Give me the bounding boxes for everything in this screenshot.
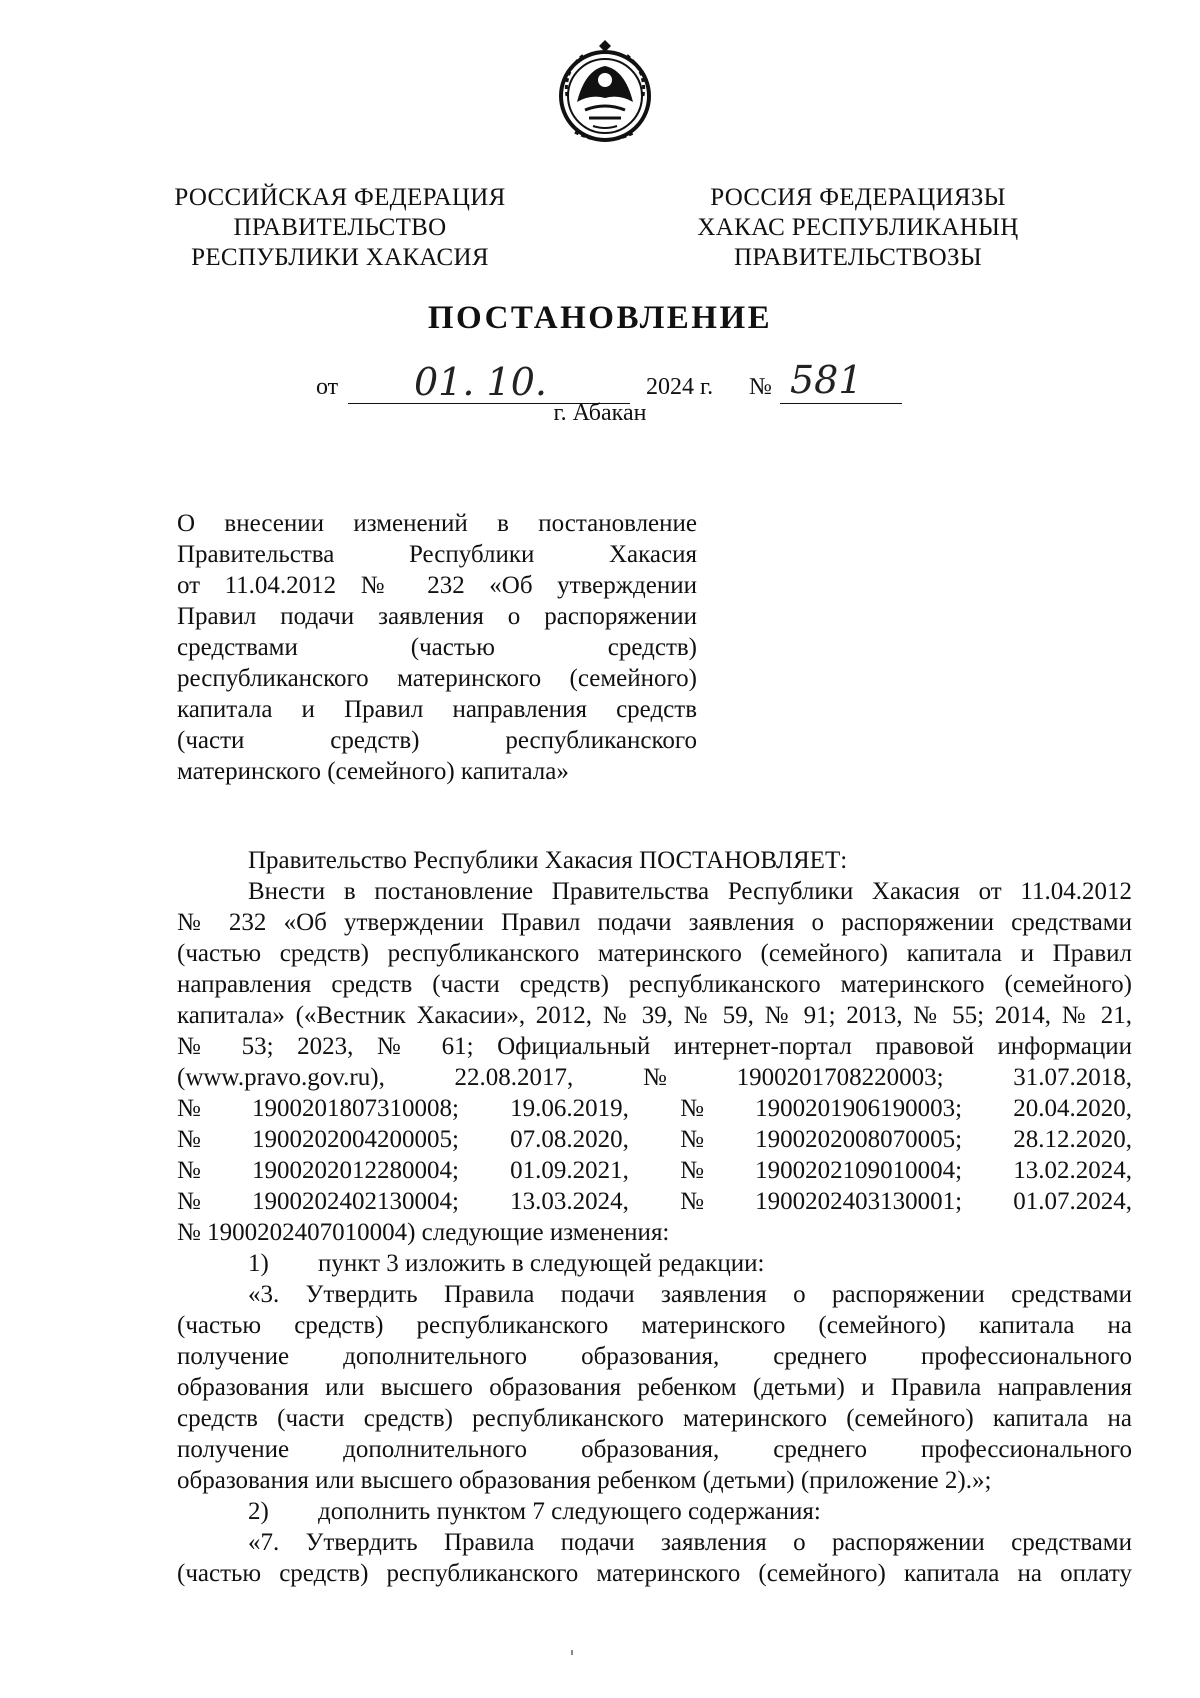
header-left-line: РОССИЙСКАЯ ФЕДЕРАЦИЯ bbox=[174, 184, 506, 211]
body-line: (частью средств) республиканского материнского (семейного) капитала на bbox=[177, 1312, 1132, 1339]
registry-row bbox=[177, 1155, 1132, 1186]
body-line: «3. Утвердить Правила подачи заявления о распоряжении средствами bbox=[248, 1281, 1132, 1308]
body-line: № 53; 2023, № 61; Официальный интернет-портал правовой информации bbox=[177, 1033, 1132, 1060]
handwritten-date: 01. 10. bbox=[414, 360, 547, 404]
year-label: 2024 г. bbox=[646, 374, 714, 400]
registry-row bbox=[177, 1062, 1132, 1093]
body-line: направления средств (части средств) республиканского материнского (семейного) bbox=[177, 971, 1132, 998]
registry-cell: (www.pravo.gov.ru), bbox=[177, 1064, 385, 1091]
body-line: капитала» («Вестник Хакасии», 2012, № 39, № 59, № 91; 2013, № 55; 2014, № 21, bbox=[177, 1002, 1132, 1029]
registry-cell: № bbox=[177, 1095, 201, 1122]
subject-line: от 11.04.2012 № 232 «Об утверждении bbox=[177, 572, 697, 599]
list-item-2 bbox=[177, 1496, 1132, 1527]
list-number: 1) bbox=[248, 1250, 269, 1277]
body-line: (частью средств) республиканского материнского (семейного) капитала и Правил bbox=[177, 940, 1132, 967]
registry-cell: 1900201906190003; bbox=[755, 1095, 963, 1122]
registry-cell: 31.07.2018, bbox=[1013, 1064, 1132, 1091]
registry-row bbox=[177, 1093, 1132, 1124]
registry-cell: № bbox=[680, 1095, 704, 1122]
list-item-1 bbox=[177, 1248, 1132, 1279]
registry-cell: 1900202109010004; bbox=[755, 1157, 963, 1184]
list-text: пункт 3 изложить в следующей редакции: bbox=[318, 1250, 765, 1277]
subject-line: Правил подачи заявления о распоряжении bbox=[177, 603, 697, 630]
subject-line: капитала и Правил направления средств bbox=[177, 696, 697, 723]
subject-line: материнского (семейного) капитала» bbox=[177, 758, 569, 785]
registry-cell: № bbox=[177, 1188, 201, 1215]
date-prefix: от bbox=[316, 374, 339, 400]
header-right bbox=[678, 183, 1038, 273]
registry-cell: 1900202004200005; bbox=[252, 1126, 459, 1153]
city-label: г. Абакан bbox=[553, 400, 647, 426]
registry-cell: 07.08.2020, bbox=[510, 1126, 629, 1153]
body-line: получение дополнительного образования, среднего профессионального bbox=[177, 1343, 1132, 1370]
number-label: № bbox=[749, 374, 772, 400]
registry-cell: 1900201708220003; bbox=[736, 1064, 944, 1091]
registry-cell: 1900202403130001; bbox=[755, 1188, 963, 1215]
document-title: ПОСТАНОВЛЕНИЕ bbox=[427, 300, 773, 336]
body-line: образования или высшего образования ребенком (детьми) (приложение 2).»; bbox=[177, 1467, 992, 1494]
registry-cell: 13.03.2024, bbox=[510, 1188, 629, 1215]
subject-line: Правительства Республики Хакасия bbox=[177, 541, 697, 568]
body-line: образования или высшего образования ребенком (детьми) и Правила направления bbox=[177, 1374, 1132, 1401]
coat-of-arms-emblem bbox=[555, 40, 655, 148]
registry-cell: № bbox=[680, 1157, 704, 1184]
registry-cell: 01.07.2024, bbox=[1013, 1188, 1132, 1215]
body-line: № 1900202407010004) следующие изменения: bbox=[177, 1219, 670, 1246]
body-line: (частью средств) республиканского материнского (семейного) капитала на оплату bbox=[177, 1560, 1132, 1587]
registry-cell: 13.02.2024, bbox=[1013, 1157, 1132, 1184]
registry-cell: 22.08.2017, bbox=[454, 1064, 574, 1091]
registry-cell: 1900202402130004; bbox=[252, 1188, 459, 1215]
body-line: средств (части средств) республиканского материнского (семейного) капитала на bbox=[177, 1405, 1132, 1432]
body-intro: Правительство Республики Хакасия ПОСТАНОВЛЯЕТ: bbox=[248, 847, 848, 874]
header-left-line: РЕСПУБЛИКИ ХАКАСИЯ bbox=[191, 244, 489, 271]
subject-line: (части средств) республиканского bbox=[177, 727, 697, 754]
subject-line: республиканского материнского (семейного) bbox=[177, 665, 697, 692]
registry-cell: № bbox=[680, 1188, 704, 1215]
registry-cell: № bbox=[177, 1157, 201, 1184]
list-text: дополнить пунктом 7 следующего содержания: bbox=[318, 1498, 821, 1525]
list-number: 2) bbox=[248, 1498, 269, 1525]
body-line: «7. Утвердить Правила подачи заявления о распоряжении средствами bbox=[248, 1529, 1132, 1556]
body-line: Внести в постановление Правительства Республики Хакасия от 11.04.2012 bbox=[248, 878, 1132, 905]
registry-cell: 01.09.2021, bbox=[510, 1157, 629, 1184]
registry-cell: 20.04.2020, bbox=[1013, 1095, 1132, 1122]
header-left-line: ПРАВИТЕЛЬСТВО bbox=[233, 214, 447, 241]
registry-cell: 1900202008070005; bbox=[755, 1126, 963, 1153]
registry-cell: 1900202012280004; bbox=[252, 1157, 459, 1184]
registry-row bbox=[177, 1186, 1132, 1217]
header-right-line: РОССИЯ ФЕДЕРАЦИЯЗЫ bbox=[710, 184, 1006, 211]
registry-row bbox=[177, 1124, 1132, 1155]
registry-cell: 19.06.2019, bbox=[510, 1095, 629, 1122]
registry-cell: 1900201807310008; bbox=[252, 1095, 459, 1122]
body-line: получение дополнительного образования, среднего профессионального bbox=[177, 1436, 1132, 1463]
handwritten-number: 581 bbox=[790, 358, 863, 402]
registry-cell: № bbox=[643, 1064, 667, 1091]
subject-block bbox=[177, 508, 697, 787]
subject-line: О внесении изменений в постановление bbox=[177, 510, 697, 537]
header-left bbox=[160, 183, 520, 273]
registry-cell: 28.12.2020, bbox=[1013, 1126, 1132, 1153]
header-right-line: ХАКАС РЕСПУБЛИКАНЫҢ bbox=[697, 214, 1019, 241]
subject-line: средствами (частью средств) bbox=[177, 634, 697, 661]
body-text bbox=[177, 845, 1132, 1589]
registry-cell: № bbox=[177, 1126, 201, 1153]
body-line: № 232 «Об утверждении Правил подачи заявления о распоряжении средствами bbox=[177, 909, 1132, 936]
header-right-line: ПРАВИТЕЛЬСТВОЗЫ bbox=[734, 244, 982, 271]
registry-cell: № bbox=[680, 1126, 704, 1153]
page-mark bbox=[571, 1650, 573, 1655]
